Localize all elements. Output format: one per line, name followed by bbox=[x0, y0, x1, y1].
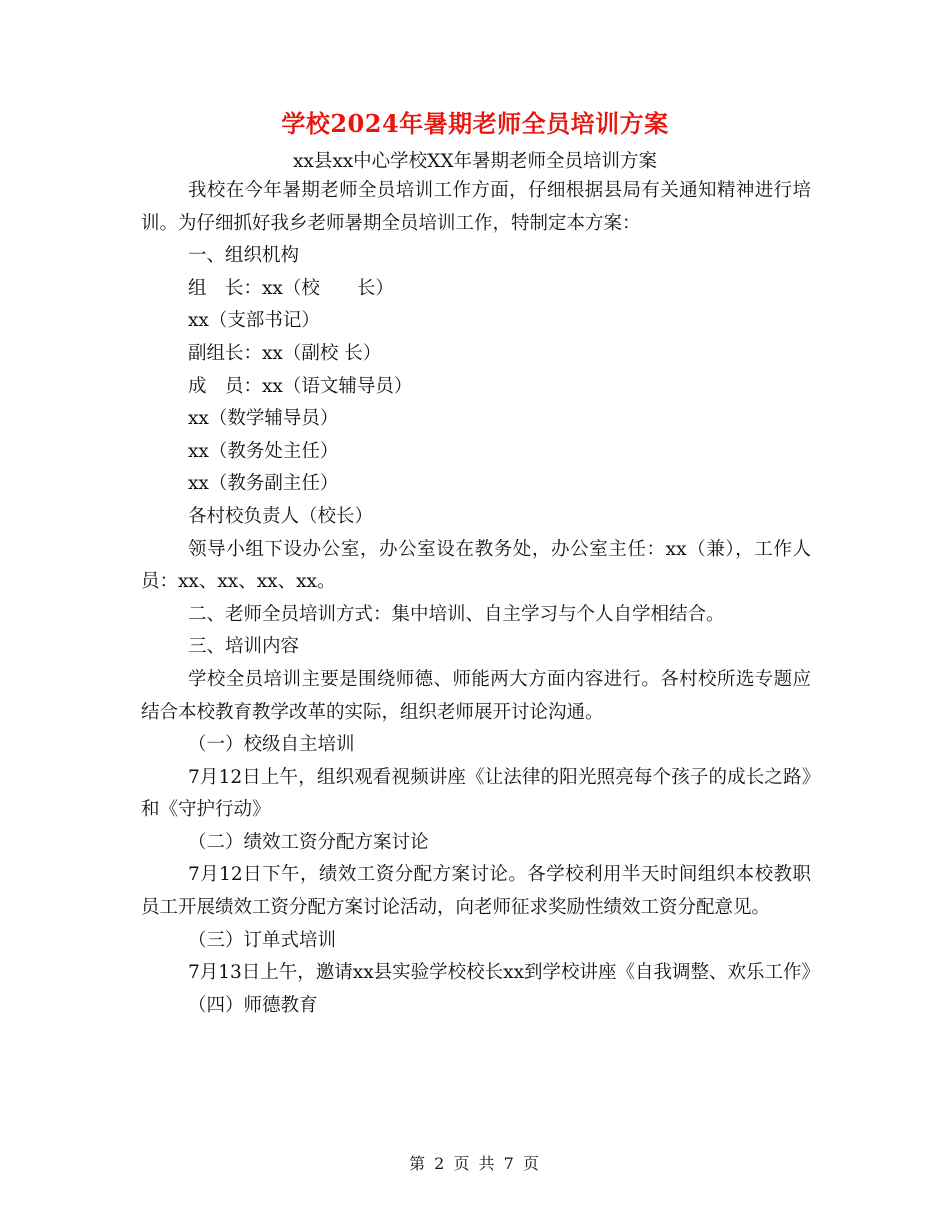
paragraph-member-deputy-director: xx（教务副主任） bbox=[188, 473, 339, 495]
subheading-performance-pay: （二）绩效工资分配方案讨论 bbox=[188, 831, 429, 853]
paragraph-member-chinese: 成 员：xx（语文辅导员） bbox=[188, 375, 413, 397]
paragraph-july-12-afternoon: 7月12日下午，绩效工资分配方案讨论。各学校利用半天时间组织本校教职员工开展绩效工资分配方案讨论活动，向老师征求奖励性绩效工资分配意见。 bbox=[141, 864, 811, 919]
heading-training-method: 二、老师全员培训方式：集中培训、自主学习与个人自学相结合。 bbox=[188, 603, 725, 625]
paragraph-office: 领导小组下设办公室，办公室设在教务处，办公室主任：xx（兼），工作人员：xx、xx、xx、xx。 bbox=[141, 538, 811, 593]
document-subtitle: xx县xx中心学校XX年暑期老师全员培训方案 bbox=[292, 151, 658, 172]
paragraph-member-director: xx（教务处主任） bbox=[188, 440, 339, 462]
document-body bbox=[141, 175, 821, 1022]
subheading-school-training: （一）校级自主培训 bbox=[188, 734, 355, 756]
paragraph-july-13-morning: 7月13日上午，邀请xx县实验学校校长xx到学校讲座《自我调整、欢乐工作》 bbox=[188, 962, 821, 984]
heading-training-content: 三、培训内容 bbox=[188, 636, 300, 658]
paragraph-deputy-leader: 副组长：xx（副校 长） bbox=[188, 342, 382, 364]
paragraph-intro: 我校在今年暑期老师全员培训工作方面，仔细根据县局有关通知精神进行培训。为仔细抓好我乡老师暑期全员培训工作，特制定本方案： bbox=[141, 180, 811, 234]
subheading-ethics-education: （四）师德教育 bbox=[188, 994, 318, 1016]
subheading-order-training: （三）订单式培训 bbox=[188, 929, 337, 951]
heading-organization: 一、组织机构 bbox=[188, 245, 300, 267]
page-footer: 第 2 页 共 7 页 bbox=[409, 1154, 541, 1173]
paragraph-member-math: xx（数学辅导员） bbox=[188, 408, 339, 430]
paragraph-leader: 组 长：xx（校 长） bbox=[188, 277, 394, 299]
paragraph-secretary: xx（支部书记） bbox=[188, 310, 320, 332]
paragraph-july-12-morning: 7月12日上午，组织观看视频讲座《让法律的阳光照亮每个孩子的成长之路》和《守护行动》 bbox=[141, 766, 811, 821]
paragraph-village-heads: 各村校负责人（校长） bbox=[188, 505, 374, 527]
paragraph-training-content: 学校全员培训主要是围绕师德、师能两大方面内容进行。各村校所选专题应结合本校教育教学改革的实际，组织老师展开讨论沟通。 bbox=[141, 668, 811, 723]
document-title: 学校2024年暑期老师全员培训方案 bbox=[281, 109, 669, 138]
